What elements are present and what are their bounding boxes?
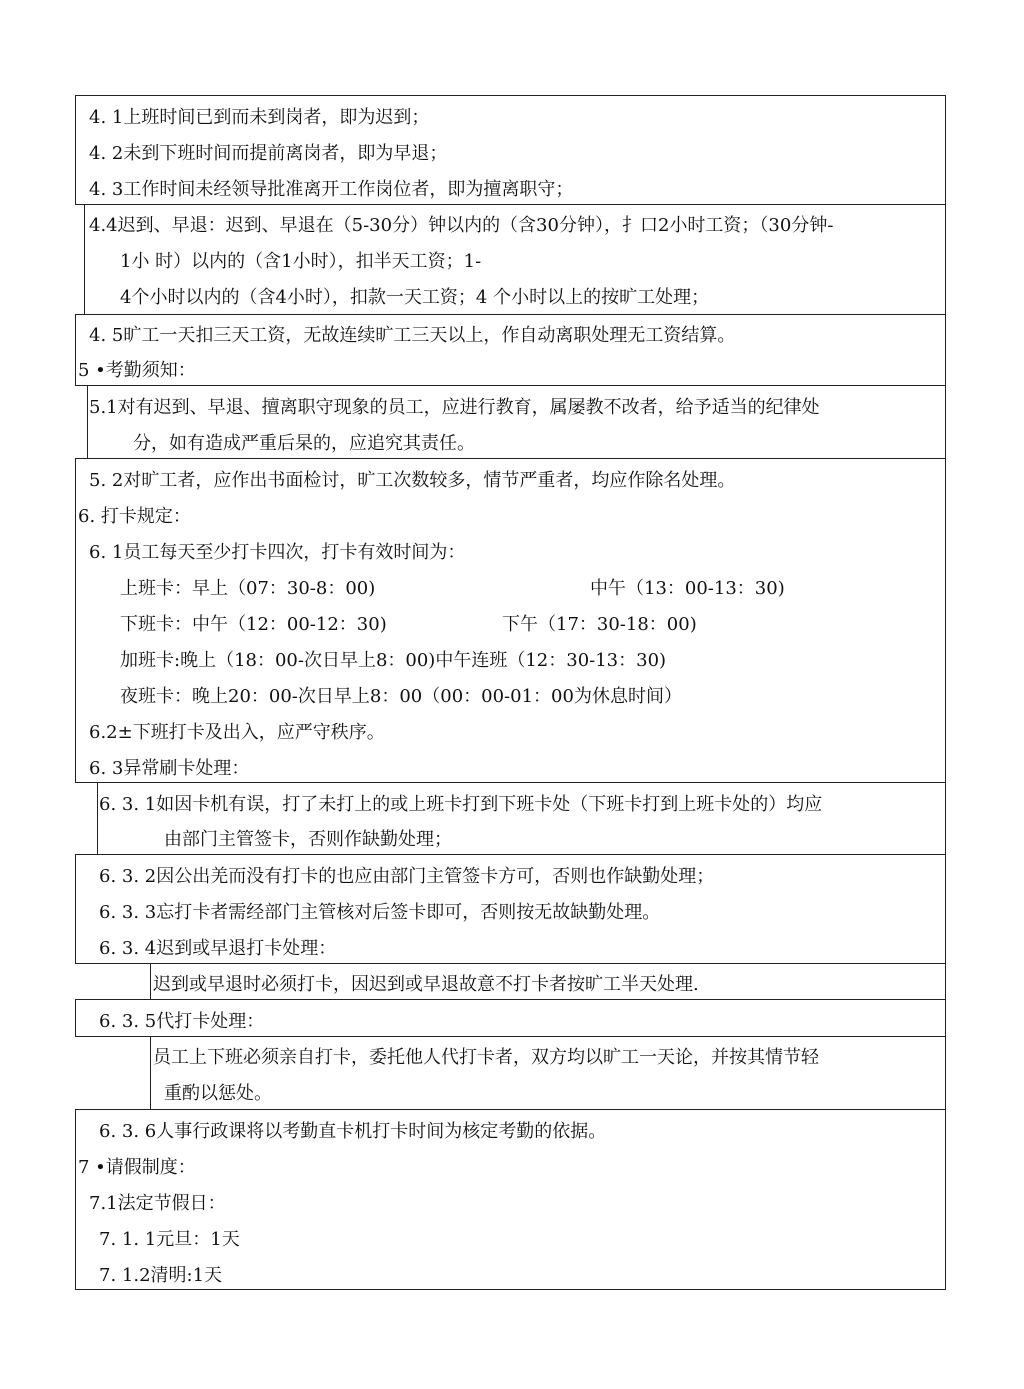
rule-7-1: 7.1法定节假日： [89, 1193, 226, 1214]
rule-4-4: 4.4迟到、早退：迟到、早退在（5-30分）钟以内的（含30分钟），扌口2小时工资；（30分钟- [89, 215, 834, 236]
rule-5-2: 5. 2对旷工者，应作出书面检讨，旷工次数较多，情节严重者，均应作除名处理。 [89, 470, 736, 491]
rule-6-3-1: 6. 3. 1如因卡机有误，打了未打上的或上班卡打到下班卡处（下班卡打到上班卡处的）均应 [99, 794, 823, 815]
rule-6-3: 6. 3异常刷卡处理： [89, 758, 250, 779]
section-6-heading: 6. 打卡规定： [78, 506, 191, 527]
rule-4-2: 4. 2未到下班时间而提前离岗者，即为早退； [89, 143, 448, 164]
rule-6-3-3: 6. 3. 3忘打卡者需经部门主管核对后签卡即可，否则按无故缺勤处理。 [99, 902, 661, 923]
rule-6-3-1-cont: 由部门主管签卡，否则作缺勤处理； [164, 829, 452, 850]
punch-time-item: 加班卡:晚上（18：00-次日早上8：00)中午连班（12：30-13：30) [120, 650, 667, 671]
rule-6-3-6: 6. 3. 6人事行政课将以考勤直卡机打卡时间为核定考勤的依据。 [99, 1121, 607, 1142]
rule-6-1: 6. 1员工每天至少打卡四次，打卡有效时间为： [89, 542, 466, 563]
rule-4-1: 4. 1上班时间已到而未到岗者，即为迟到； [89, 107, 430, 128]
section-5-heading: 5 •考勤须知： [78, 360, 196, 381]
punch-time-item: 夜班卡：晚上20：00-次日早上8：00（00：00-01：00为休息时间） [120, 686, 682, 707]
rule-4-4-cont: 1小 时）以内的（含1小时），扣半天工资；1- [120, 251, 482, 272]
punch-time-item: 下午（17：30-18：00) [502, 614, 697, 635]
punch-time-item: 上班卡：早上（07：30-8：00) [120, 578, 376, 599]
rule-7-1-2: 7. 1.2清明:1天 [99, 1265, 223, 1286]
rule-6-3-5: 6. 3. 5代打卡处理： [99, 1011, 265, 1032]
rule-4-5: 4. 5旷工一天扣三天工资，无故连续旷工三天以上，作自动离职处理无工资结算。 [89, 325, 736, 346]
rule-6-3-4-detail: 迟到或早退时必须打卡，因迟到或早退故意不打卡者按旷工半天处理. [153, 974, 699, 995]
rule-5-1: 5.1对有迟到、早退、擅离职守现象的员工，应进行教育，属屡教不改者，给予适当的纪律处 [89, 397, 820, 418]
rule-6-3-5-detail-cont: 重酌以惩处。 [164, 1083, 272, 1104]
section-7-heading: 7 •请假制度： [78, 1157, 196, 1178]
rule-4-3: 4. 3工作时间未经领导批准离开工作岗位者，即为擅离职守； [89, 179, 574, 200]
rule-6-3-5-detail: 员工上下班必须亲自打卡，委托他人代打卡者，双方均以旷工一天论，并按其情节轻 [153, 1047, 819, 1068]
rule-6-3-2: 6. 3. 2因公出羌而没有打卡的也应由部门主管签卡方可，否则也作缺勤处理； [99, 866, 715, 887]
punch-time-item: 下班卡：中午（12：00-12：30) [120, 614, 387, 635]
punch-time-item: 中午（13：00-13：30) [590, 578, 785, 599]
rule-6-3-4: 6. 3. 4迟到或早退打卡处理： [99, 938, 337, 959]
rule-5-1-cont: 分，如有造成严重后杲的，应追究其责任。 [133, 433, 475, 454]
rule-7-1-1: 7. 1. 1元旦：1天 [99, 1229, 240, 1250]
rule-4-4-cont: 4个小时以内的（含4小时），扣款一天工资；4 个小时以上的按旷工处理； [120, 287, 710, 308]
rule-6-2: 6.2±下班打卡及出入，应严守秩序。 [89, 722, 385, 743]
